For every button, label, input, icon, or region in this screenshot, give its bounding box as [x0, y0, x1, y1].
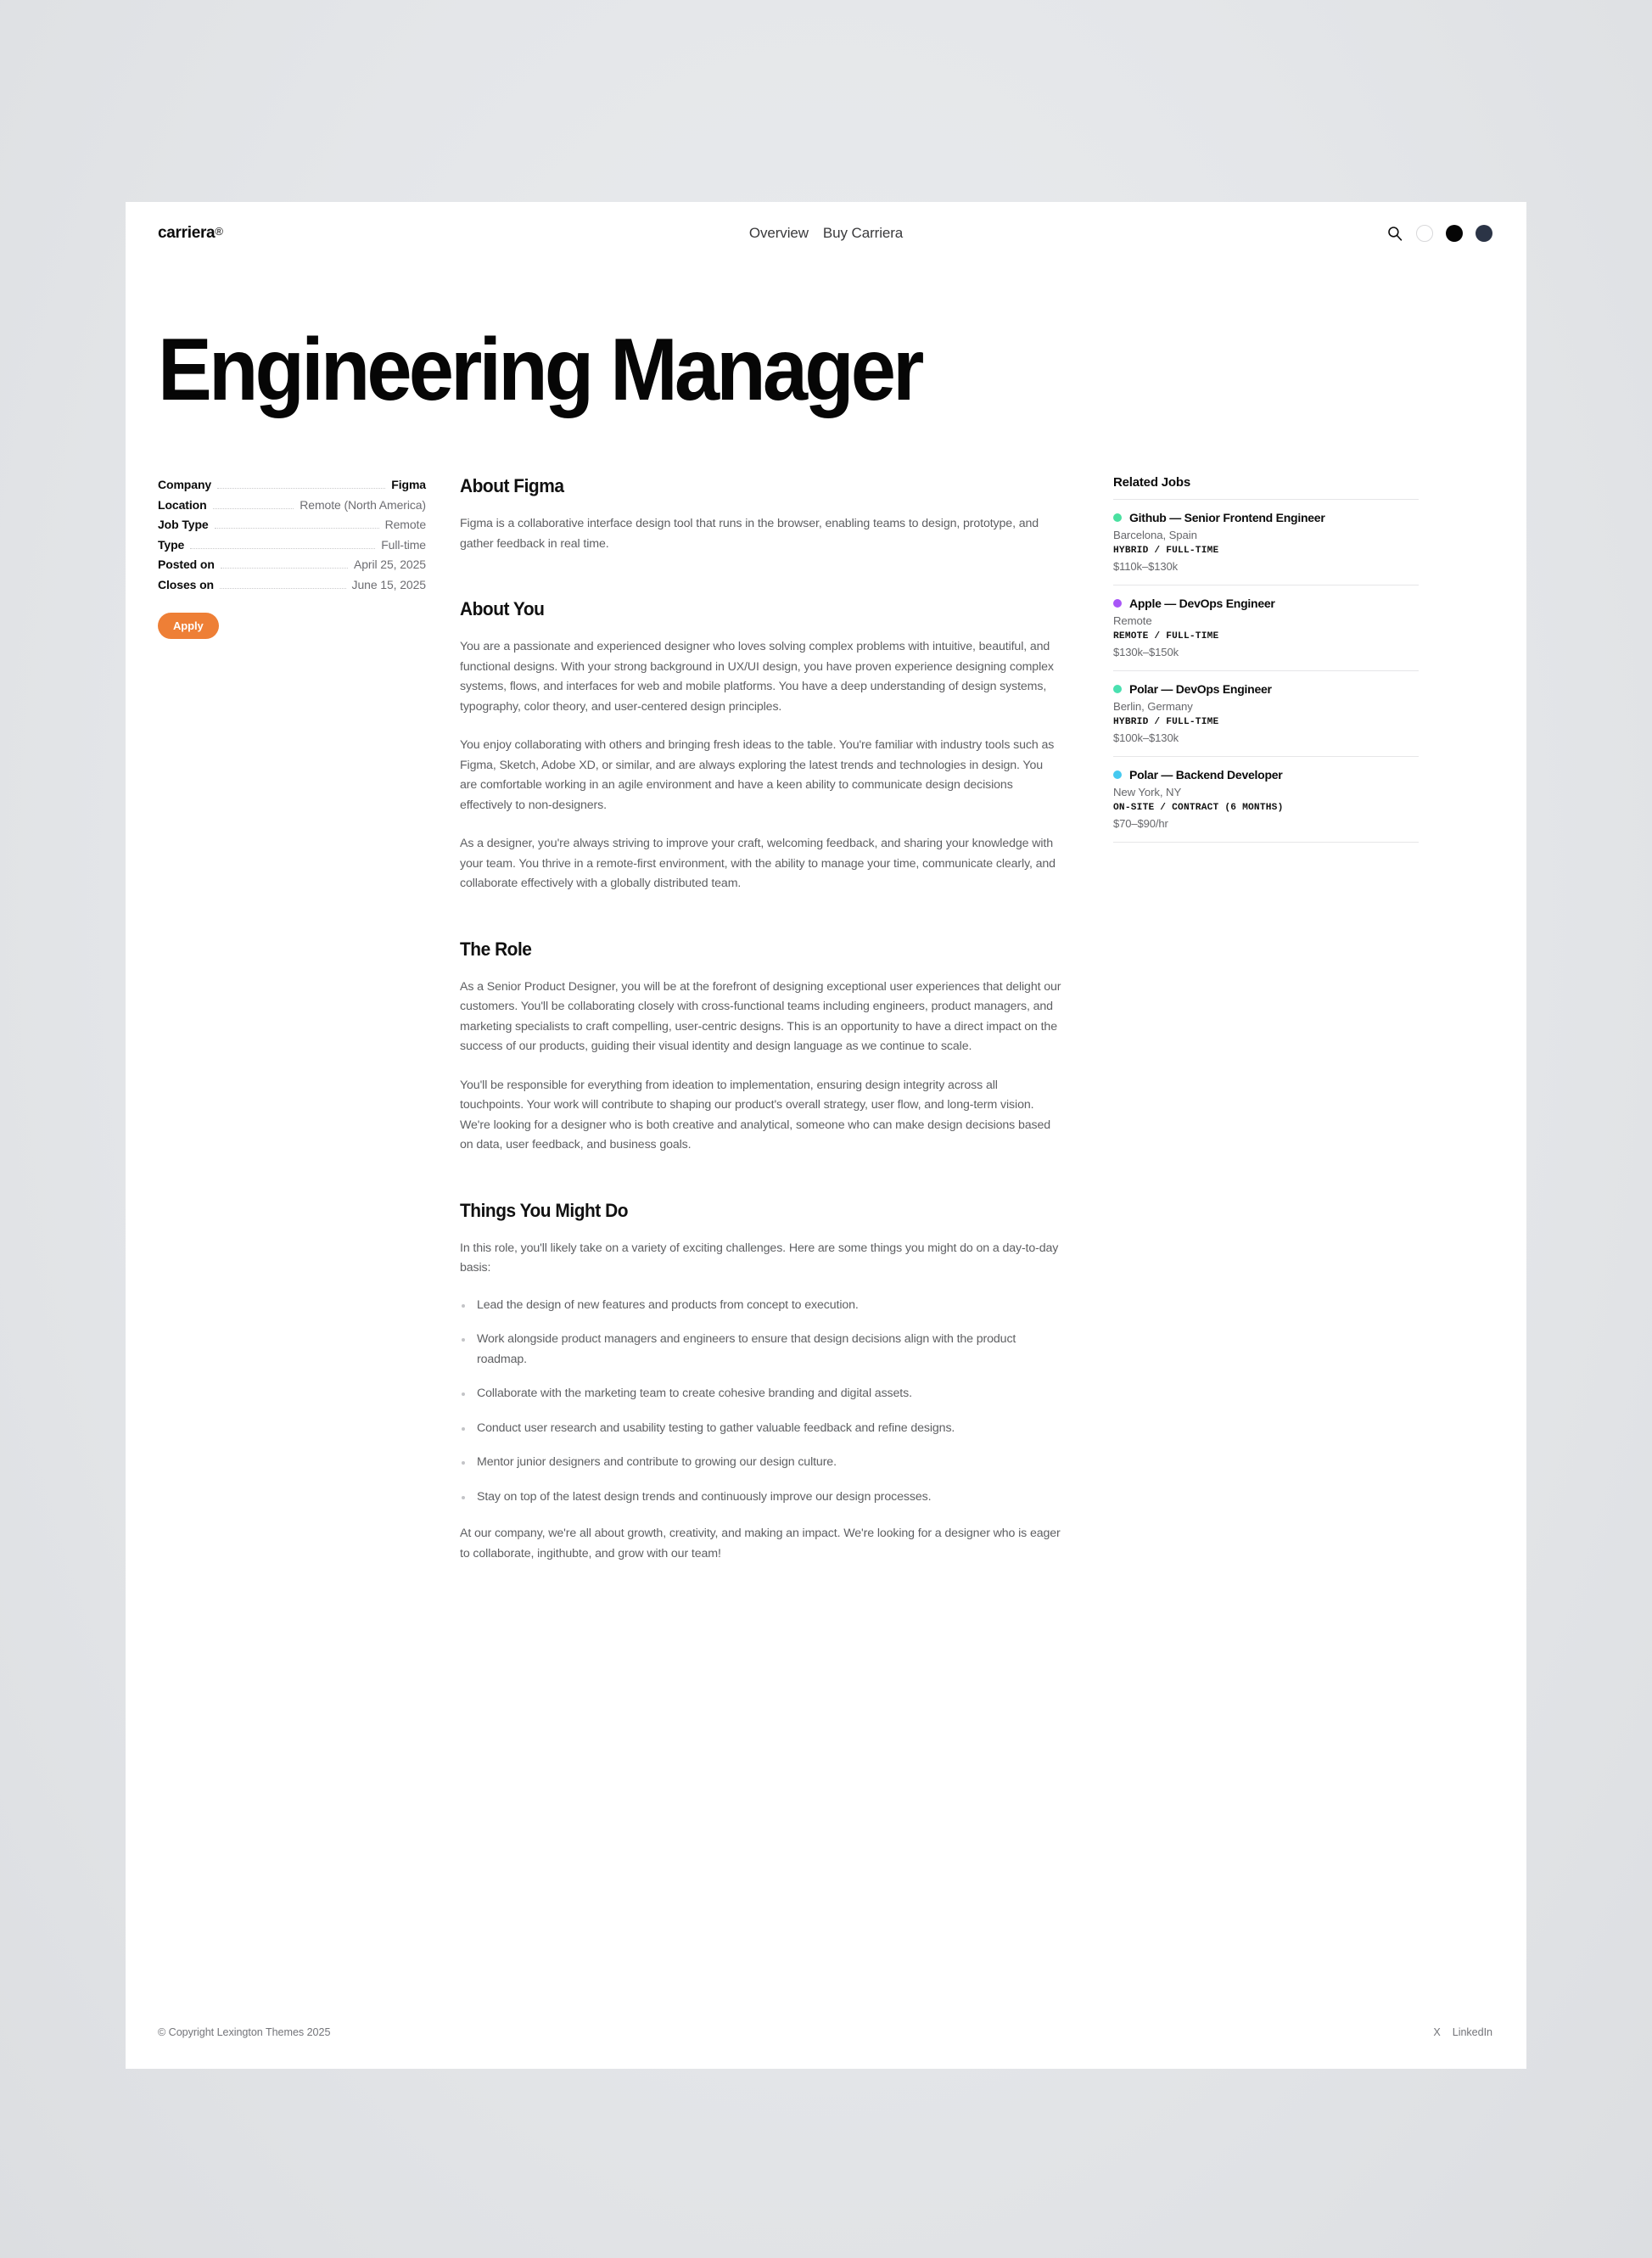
related-jobs-panel [1113, 475, 1419, 843]
paragraph: In this role, you'll likely take on a variety of exciting challenges. Here are some things you might do on a day-to-day basis: [460, 1241, 1059, 1275]
related-job-tags: ON-SITE / CONTRACT (6 MONTHS) [1113, 803, 1284, 813]
related-job-header [1113, 768, 1419, 782]
meta-dot-leader [221, 568, 348, 569]
meta-value: Remote (North America) [300, 497, 426, 512]
section-heading-things-you-might-do: Things You Might Do [460, 1199, 629, 1221]
meta-value: Full-time [381, 537, 426, 552]
section-heading-the-role: The Role [460, 938, 532, 960]
social-links [1433, 2026, 1492, 2038]
site-footer [126, 2026, 1526, 2038]
nav-link-overview[interactable]: Overview [748, 225, 809, 241]
meta-dot-leader [213, 508, 294, 509]
related-job-tags: HYBRID / FULL-TIME [1113, 546, 1219, 556]
job-description [460, 475, 1113, 1564]
related-job-card[interactable] [1113, 585, 1419, 670]
social-link-linkedin[interactable]: LinkedIn [1452, 2026, 1492, 2038]
related-job-card[interactable] [1113, 756, 1419, 843]
social-link-x[interactable]: X [1433, 2026, 1441, 2038]
related-job-salary: $110k–$130k [1113, 560, 1179, 573]
list-item: Conduct user research and usability testing to gather valuable feedback and refine designs. [460, 1419, 1062, 1439]
meta-dot-leader [217, 488, 385, 489]
meta-dot-leader [190, 548, 375, 549]
meta-dot-leader [220, 588, 346, 589]
paragraph: At our company, we're all about growth, creativity, and making an impact. We're looking for a designer who is eager to collaborate, ingithubte, and grow with our team! [460, 1527, 1061, 1560]
paragraph: Figma is a collaborative interface design tool that runs in the browser, enabling teams to design, prototype, and gather feedback in real time. [460, 517, 1039, 551]
meta-key: Posted on [158, 557, 215, 571]
page-sheet [126, 202, 1526, 2069]
related-job-location: Barcelona, Spain [1113, 529, 1197, 541]
list-item: Collaborate with the marketing team to create cohesive branding and digital assets. [460, 1384, 1062, 1404]
meta-dot-leader [215, 528, 379, 529]
theme-swatch-black[interactable] [1446, 225, 1463, 242]
related-job-location: Remote [1113, 614, 1152, 627]
paragraph: You enjoy collaborating with others and bringing fresh ideas to the table. You're familiar with industry tools such as Figma, Sketch, Adobe XD, or similar, and are always exploring the latest trends and technologies in design. You are comfortable working in an agile environment and have a keen ability to communicate design decisions effectively to non-designers. [460, 738, 1055, 812]
related-job-header [1113, 682, 1419, 696]
meta-value: June 15, 2025 [351, 577, 426, 591]
body-grid [126, 414, 1526, 1564]
section-heading-about-you: About You [460, 598, 545, 619]
apply-button[interactable]: Apply [158, 613, 219, 639]
responsibilities-list [460, 1296, 1062, 1508]
list-item: Mentor junior designers and contribute to growing our design culture. [460, 1453, 1062, 1473]
related-job-location: Berlin, Germany [1113, 700, 1193, 713]
related-job-card[interactable] [1113, 670, 1419, 756]
list-item: Work alongside product managers and engineers to ensure that design decisions align with the product roadmap. [460, 1330, 1062, 1370]
list-item: Stay on top of the latest design trends and continuously improve our design processes. [460, 1488, 1062, 1508]
meta-row-type [158, 535, 426, 556]
related-job-header [1113, 597, 1419, 610]
related-job-title: Polar — DevOps Engineer [1129, 682, 1272, 696]
meta-value: Figma [391, 478, 426, 491]
related-job-location: New York, NY [1113, 786, 1182, 798]
meta-row-location [158, 496, 426, 516]
meta-key: Location [158, 497, 207, 512]
paragraph: As a designer, you're always striving to improve your craft, welcoming feedback, and sharing your knowledge with your team. You thrive in a remote-first environment, with the ability to manage your time, communicate clearly, and collaborate effectively with a globally distributed team. [460, 837, 1056, 890]
related-job-title: Apple — DevOps Engineer [1129, 597, 1275, 610]
theme-swatch-navy[interactable] [1476, 225, 1492, 242]
meta-row-company [158, 475, 426, 496]
paragraph: You are a passionate and experienced designer who loves solving complex problems with intuitive, beautiful, and functional designs. With your strong background in UX/UI design, you have proven experience designing complex systems, flows, and interfaces for web and mobile platforms. You have a deep understanding of design systems, typography, color theory, and user-centered design principles. [460, 640, 1054, 714]
site-header [126, 202, 1526, 265]
meta-key: Company [158, 478, 212, 491]
paragraph: You'll be responsible for everything from ideation to implementation, ensuring design integrity across all touchpoints. Your work will contribute to shaping our product's overall strategy, user flow, and long-term vision. We're looking for a designer who is both creative and analytical, someone who can make design decisions based on data, user feedback, and business goals. [460, 1078, 1050, 1151]
meta-row-posted-on [158, 555, 426, 575]
brand-logo[interactable] [158, 224, 223, 243]
related-job-tags: REMOTE / FULL-TIME [1113, 631, 1219, 642]
section-heading-about-company: About Figma [460, 475, 564, 496]
status-dot-icon [1113, 599, 1122, 608]
copyright-text: © Copyright Lexington Themes 2025 [158, 2026, 331, 2038]
related-job-salary: $70–$90/hr [1113, 817, 1168, 830]
related-job-header [1113, 511, 1419, 524]
meta-key: Closes on [158, 577, 215, 591]
meta-value: April 25, 2025 [354, 557, 426, 571]
list-item: Lead the design of new features and products from concept to execution. [460, 1296, 1062, 1316]
meta-row-job-type [158, 515, 426, 535]
related-job-title: Polar — Backend Developer [1129, 768, 1283, 782]
header-nav [749, 225, 903, 242]
job-meta-panel [158, 475, 460, 639]
theme-swatch-light[interactable] [1416, 225, 1433, 242]
related-job-salary: $130k–$150k [1113, 646, 1179, 658]
meta-key: Job Type [158, 518, 209, 531]
related-job-card[interactable] [1113, 499, 1419, 585]
meta-value: Remote [384, 518, 426, 531]
status-dot-icon [1113, 770, 1122, 779]
meta-key: Type [158, 537, 185, 552]
hero-section [126, 265, 1526, 419]
meta-row-closes-on [158, 575, 426, 596]
page-title: Engineering Manager [158, 321, 921, 419]
related-job-salary: $100k–$130k [1113, 731, 1179, 744]
search-icon[interactable] [1386, 225, 1403, 242]
brand-name: carriera [158, 224, 216, 242]
brand-registered-mark: ® [215, 225, 223, 238]
status-dot-icon [1113, 513, 1122, 522]
header-tools [1386, 225, 1492, 242]
related-jobs-heading: Related Jobs [1113, 475, 1190, 490]
paragraph: As a Senior Product Designer, you will be at the forefront of designing exceptional user experiences that delight our customers. You'll be collaborating closely with cross-functional teams including engineers, product managers, and marketing specialists to craft compelling, user-centric designs. This is an opportunity to have a direct impact on the success of our products, guiding their visual identity and design language as we continue to scale. [460, 979, 1061, 1053]
related-job-tags: HYBRID / FULL-TIME [1113, 717, 1219, 727]
status-dot-icon [1113, 685, 1122, 693]
related-job-title: Github — Senior Frontend Engineer [1129, 511, 1325, 524]
nav-link-buy-carriera[interactable]: Buy Carriera [822, 225, 904, 241]
